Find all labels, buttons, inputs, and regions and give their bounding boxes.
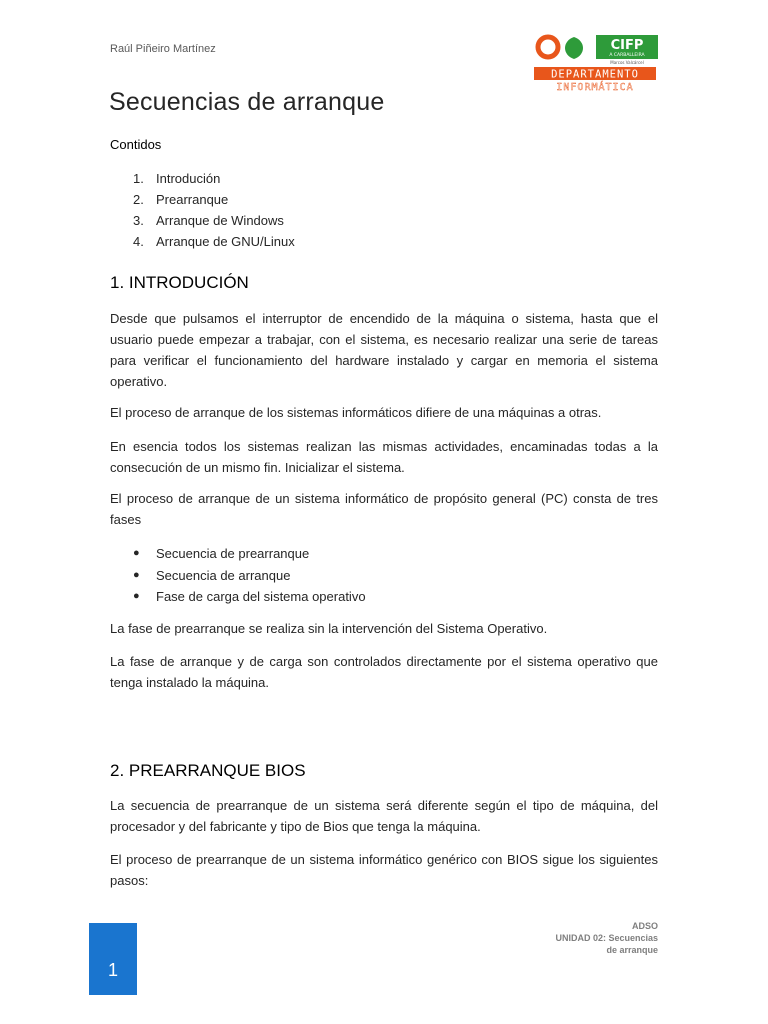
logo-department: DEPARTAMENTO	[551, 68, 639, 81]
toc-item: 3. Arranque de Windows	[133, 213, 284, 228]
footer-line: UNIDAD 02: Secuencias	[555, 933, 658, 943]
bullet-icon: ●	[133, 568, 140, 581]
paragraph: Desde que pulsamos el interruptor de encendido de la máquina o sistema, hasta que el usuario puede empezar a trabajar, con el sistema, es necesario realizar una serie de tareas para verificar el funcionamiento del hardware instalado y cargar en memoria el sistema operativo.	[110, 311, 658, 389]
paragraph: La secuencia de prearranque de un sistema será diferente según el tipo de máquina, del procesador y del fabricante y tipo de Bios que tenga la máquina.	[110, 798, 658, 834]
section1-heading: 1. INTRODUCIÓN	[110, 273, 249, 292]
paragraph: La fase de prearranque se realiza sin la intervención del Sistema Operativo.	[110, 621, 548, 636]
list-item: ● Fase de carga del sistema operativo	[133, 586, 366, 608]
list-item: ● Secuencia de prearranque	[133, 543, 366, 565]
toc-item: 1. Introdución	[133, 171, 221, 186]
document-title: Secuencias de arranque	[109, 88, 385, 116]
green-leaf-icon	[565, 37, 583, 59]
author-name: Raúl Piñeiro Martínez	[110, 43, 216, 55]
orange-ring-icon	[538, 37, 558, 57]
page-number: 1	[107, 960, 118, 980]
logo-small: Marcos Valcárcel	[610, 60, 644, 65]
bullet-icon: ●	[133, 547, 140, 559]
footer-line: de arranque	[606, 945, 658, 955]
table-of-contents	[133, 168, 295, 252]
bullet-icon: ●	[133, 590, 140, 602]
toc-item: 2. Prearranque	[133, 192, 229, 207]
section2-heading: 2. PREARRANQUE BIOS	[110, 761, 306, 780]
logo-brand: CIFP	[610, 38, 644, 53]
page-number-box	[89, 923, 137, 995]
list-item: ● Secuencia de arranque	[133, 565, 366, 587]
phase-list	[133, 543, 366, 608]
toc-item: 4. Arranque de GNU/Linux	[133, 234, 295, 249]
logo-subtitle: A CARBALLEIRA	[609, 53, 645, 58]
logo-department-sub: INFORMÁTICA	[556, 82, 634, 93]
paragraph: En esencia todos los sistemas realizan las mismas actividades, encaminadas todas a la consecución de un mismo fin. Inicializar el sistema.	[110, 439, 658, 475]
contents-heading: Contidos	[110, 137, 162, 152]
cifp-logo	[532, 33, 658, 93]
paragraph: La fase de arranque y de carga son controlados directamente por el sistema operativo que tenga instalado la máquina.	[110, 654, 658, 690]
footer-line: ADSO	[631, 921, 658, 931]
paragraph: El proceso de arranque de un sistema informático de propósito general (PC) consta de tres fases	[110, 491, 658, 527]
footer-unit-info	[555, 920, 658, 956]
paragraph: El proceso de prearranque de un sistema informático genérico con BIOS sigue los siguientes pasos:	[110, 852, 658, 888]
paragraph: El proceso de arranque de los sistemas informáticos difiere de una máquinas a otras.	[110, 405, 602, 420]
